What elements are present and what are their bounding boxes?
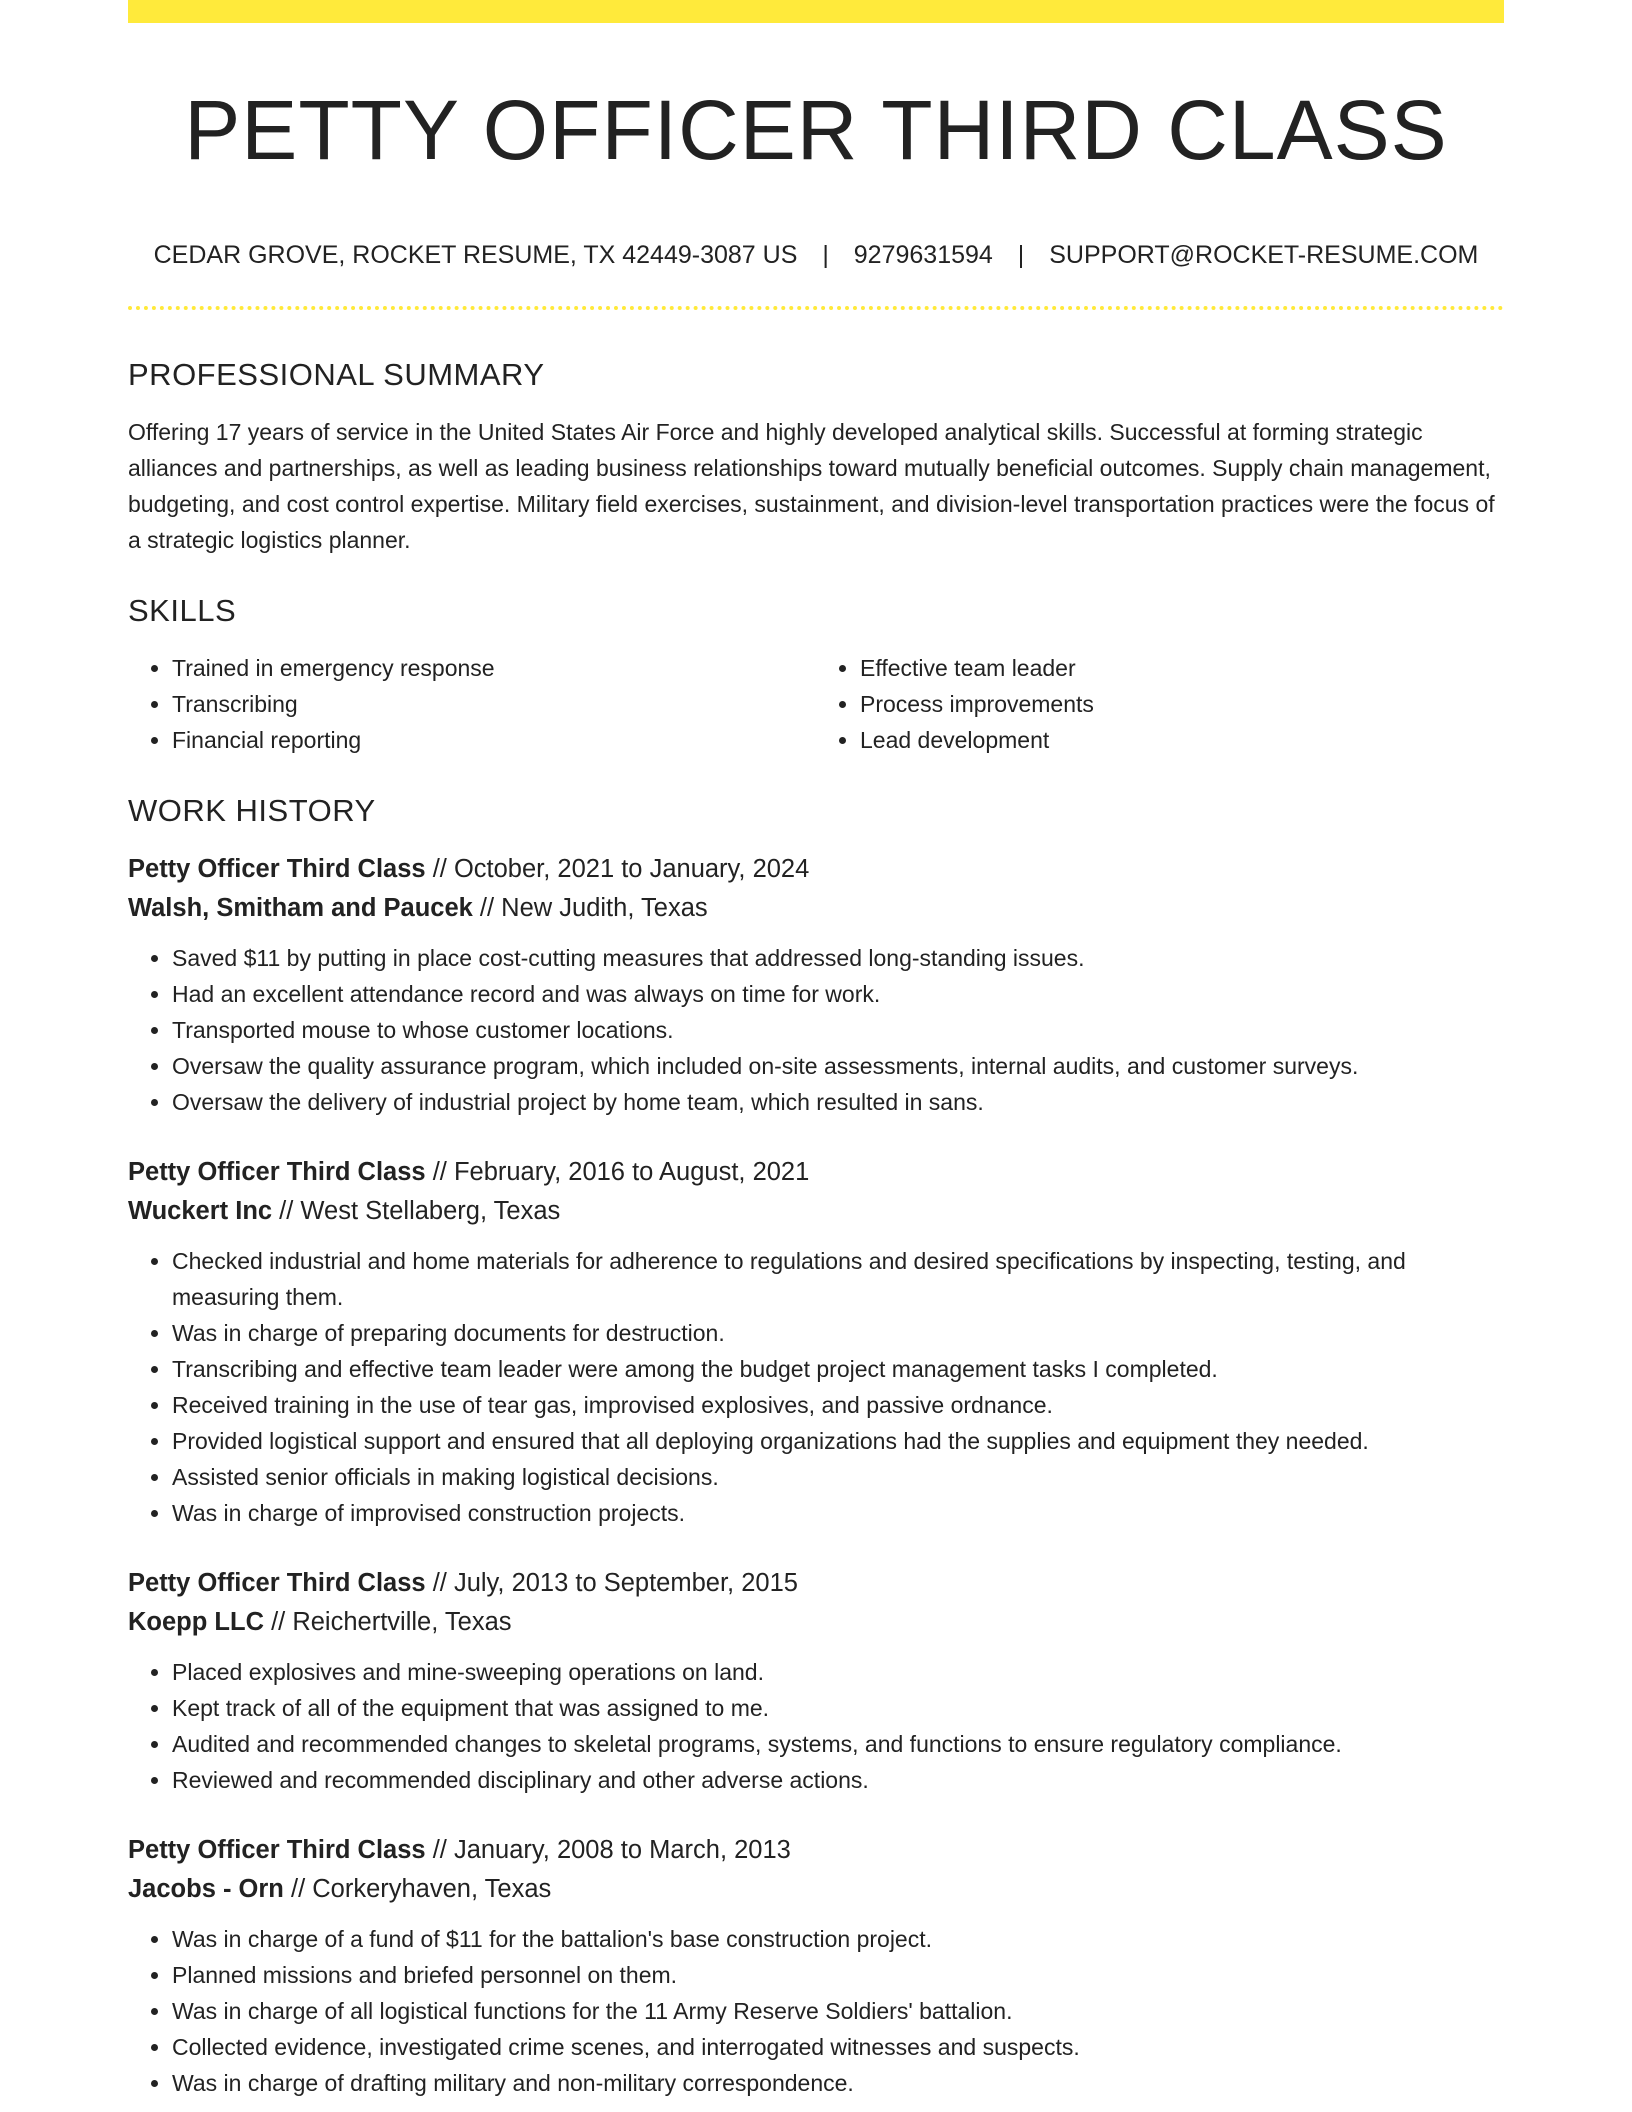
top-accent-bar bbox=[128, 0, 1504, 23]
job-bullet: • Planned missions and briefed personnel on them. bbox=[172, 1957, 1504, 1993]
job-entry bbox=[128, 850, 1504, 1120]
skill-item: • Lead development bbox=[860, 722, 1504, 758]
job-bullet: • Reviewed and recommended disciplinary and other adverse actions. bbox=[172, 1762, 1504, 1798]
dotted-divider bbox=[128, 306, 1504, 310]
job-entry bbox=[128, 1153, 1504, 1531]
job-dates: // July, 2013 to September, 2015 bbox=[432, 1569, 798, 1597]
contact-email: SUPPORT@ROCKET-RESUME.COM bbox=[1049, 241, 1479, 269]
job-location: // Reichertville, Texas bbox=[271, 1608, 512, 1636]
job-entry bbox=[128, 1831, 1504, 2101]
work-history-section bbox=[128, 786, 1504, 2101]
summary-text: Offering 17 years of service in the United States Air Force and highly developed analytical skills. Successful at forming strategic alliances and partnerships, as well as leading business relationships toward mutually beneficial outcomes. Supply chain management, budgeting, and cost control expertise. Military field exercises, sustainment, and division-level transportation practices were the focus of a strategic logistics planner. bbox=[128, 419, 1495, 553]
job-bullet: • Had an excellent attendance record and was always on time for work. bbox=[172, 976, 1504, 1012]
job-bullets bbox=[128, 1654, 1504, 1798]
contact-phone: 9279631594 bbox=[853, 241, 993, 269]
job-company: Walsh, Smitham and Paucek bbox=[128, 894, 473, 922]
job-bullet: • Collected evidence, investigated crime scenes, and interrogated witnesses and suspects. bbox=[172, 2029, 1504, 2065]
job-title-line bbox=[128, 1831, 1504, 1870]
job-location: // New Judith, Texas bbox=[479, 894, 708, 922]
contact-separator: | bbox=[1017, 241, 1025, 269]
job-title-line bbox=[128, 1153, 1504, 1192]
job-dates: // October, 2021 to January, 2024 bbox=[432, 855, 810, 883]
job-title: Petty Officer Third Class bbox=[128, 1158, 426, 1186]
job-bullets bbox=[128, 940, 1504, 1120]
job-title: Petty Officer Third Class bbox=[128, 1836, 426, 1864]
work-history-heading: WORK HISTORY bbox=[128, 793, 376, 828]
skills-section bbox=[128, 586, 1504, 758]
contact-address: CEDAR GROVE, ROCKET RESUME, TX 42449-3087 US bbox=[153, 241, 798, 269]
job-entry bbox=[128, 1564, 1504, 1798]
job-bullet: • Was in charge of all logistical functions for the 11 Army Reserve Soldiers' battalion. bbox=[172, 1993, 1504, 2029]
contact-line bbox=[128, 238, 1504, 272]
job-bullet: • Was in charge of improvised construction projects. bbox=[172, 1495, 1504, 1531]
resume-name: PETTY OFFICER THIRD CLASS bbox=[184, 83, 1448, 177]
resume-content bbox=[128, 350, 1504, 2101]
summary-section bbox=[128, 350, 1504, 558]
skill-item: • Process improvements bbox=[860, 686, 1504, 722]
job-bullet: • Kept track of all of the equipment that was assigned to me. bbox=[172, 1690, 1504, 1726]
job-bullets bbox=[128, 1243, 1504, 1531]
skills-columns bbox=[128, 650, 1504, 758]
job-title: Petty Officer Third Class bbox=[128, 855, 426, 883]
skills-right-list bbox=[816, 650, 1504, 758]
job-bullet: • Audited and recommended changes to skeletal programs, systems, and functions to ensure regulatory compliance. bbox=[172, 1726, 1504, 1762]
skill-item: • Financial reporting bbox=[172, 722, 816, 758]
job-bullet: • Provided logistical support and ensured that all deploying organizations had the supplies and equipment they needed. bbox=[172, 1423, 1504, 1459]
job-bullet: • Oversaw the quality assurance program, which included on-site assessments, internal audits, and customer surveys. bbox=[172, 1048, 1504, 1084]
job-location: // Corkeryhaven, Texas bbox=[290, 1875, 552, 1903]
skills-left-list bbox=[128, 650, 816, 758]
job-bullet: • Transported mouse to whose customer locations. bbox=[172, 1012, 1504, 1048]
job-company-line bbox=[128, 1870, 1504, 1909]
job-bullet: • Checked industrial and home materials for adherence to regulations and desired specifications by inspecting, testing, and measuring them. bbox=[172, 1243, 1504, 1315]
job-dates: // January, 2008 to March, 2013 bbox=[432, 1836, 791, 1864]
skill-item: • Trained in emergency response bbox=[172, 650, 816, 686]
skill-item: • Effective team leader bbox=[860, 650, 1504, 686]
job-bullet: • Assisted senior officials in making logistical decisions. bbox=[172, 1459, 1504, 1495]
job-dates: // February, 2016 to August, 2021 bbox=[432, 1158, 810, 1186]
job-company: Wuckert Inc bbox=[128, 1197, 273, 1225]
job-bullet: • Transcribing and effective team leader were among the budget project management tasks I completed. bbox=[172, 1351, 1504, 1387]
job-company-line bbox=[128, 1603, 1504, 1642]
contact-separator: | bbox=[822, 241, 829, 269]
job-bullet: • Saved $11 by putting in place cost-cutting measures that addressed long-standing issues. bbox=[172, 940, 1504, 976]
skills-heading: SKILLS bbox=[128, 593, 237, 628]
job-bullet: • Received training in the use of tear gas, improvised explosives, and passive ordnance. bbox=[172, 1387, 1504, 1423]
job-bullet: • Oversaw the delivery of industrial project by home team, which resulted in sans. bbox=[172, 1084, 1504, 1120]
job-company: Jacobs - Orn bbox=[128, 1875, 284, 1903]
skill-item: • Transcribing bbox=[172, 686, 816, 722]
job-bullet: • Was in charge of preparing documents for destruction. bbox=[172, 1315, 1504, 1351]
job-bullets bbox=[128, 1921, 1504, 2101]
job-bullet: • Was in charge of a fund of $11 for the battalion's base construction project. bbox=[172, 1921, 1504, 1957]
job-bullet: • Placed explosives and mine-sweeping operations on land. bbox=[172, 1654, 1504, 1690]
job-company-line bbox=[128, 889, 1504, 928]
summary-heading: PROFESSIONAL SUMMARY bbox=[128, 357, 545, 392]
job-company: Koepp LLC bbox=[128, 1608, 264, 1636]
job-bullet: • Was in charge of drafting military and non-military correspondence. bbox=[172, 2065, 1504, 2101]
job-company-line bbox=[128, 1192, 1504, 1231]
job-title-line bbox=[128, 850, 1504, 889]
job-title: Petty Officer Third Class bbox=[128, 1569, 426, 1597]
job-title-line bbox=[128, 1564, 1504, 1603]
job-location: // West Stellaberg, Texas bbox=[279, 1197, 561, 1225]
